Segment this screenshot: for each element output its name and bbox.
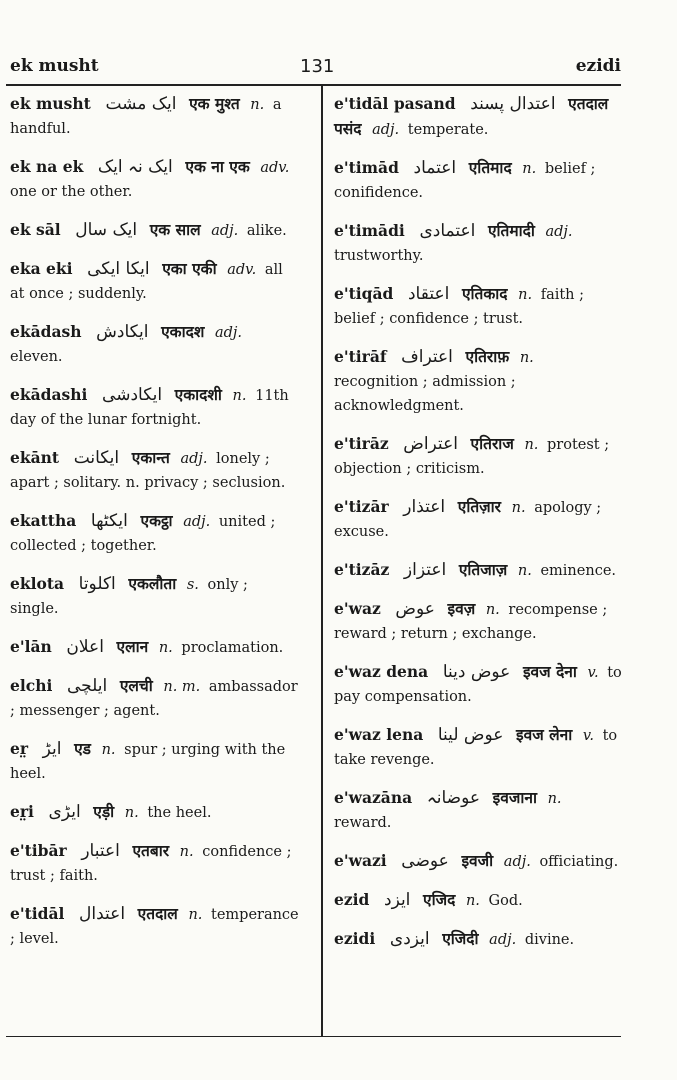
headword: ek sāl xyxy=(10,220,61,239)
dictionary-entry xyxy=(334,345,624,418)
part-of-speech: adv. xyxy=(260,160,290,176)
guide-word-right: ezidi xyxy=(575,56,621,76)
urdu-form: اعتزاز xyxy=(403,560,447,580)
definition: faith ; belief ; confidence ; trust. xyxy=(334,287,585,327)
hindi-form: एका एकी xyxy=(162,259,217,278)
urdu-form: ایکادشی xyxy=(102,385,163,405)
part-of-speech: v. xyxy=(587,665,599,681)
hindi-form: एतदाल पसंद xyxy=(334,94,609,138)
headword: e'tidāl xyxy=(10,904,65,923)
hindi-form: इवजाना xyxy=(492,788,537,807)
part-of-speech: n. xyxy=(465,893,480,909)
top-rule xyxy=(6,84,621,86)
hindi-form: एक ना एक xyxy=(185,157,250,176)
part-of-speech: n. xyxy=(158,640,173,656)
hindi-form: एतिज़ार xyxy=(457,497,502,516)
part-of-speech: n. xyxy=(519,350,534,366)
part-of-speech: adj. xyxy=(211,223,239,239)
definition: only ; single. xyxy=(10,577,248,617)
dictionary-entry xyxy=(334,927,624,952)
hindi-form: एतिजाज़ xyxy=(458,560,508,579)
dictionary-entry xyxy=(334,786,624,835)
hindi-form: एतिमाद xyxy=(468,158,512,177)
definition: apology ; excuse. xyxy=(334,500,602,540)
urdu-form: ایڑ xyxy=(42,739,62,759)
hindi-form: इवज़ xyxy=(447,599,476,618)
definition: all at once ; suddenly. xyxy=(10,262,283,302)
part-of-speech: s. xyxy=(186,577,199,593)
urdu-form: ایکا ایکی xyxy=(87,259,150,279)
hindi-form: एतबार xyxy=(132,841,170,860)
definition: belief ; conifidence. xyxy=(334,161,596,201)
dictionary-entry xyxy=(10,446,300,495)
dictionary-entry xyxy=(334,432,624,481)
dictionary-entry xyxy=(334,219,624,268)
headword: ek na ek xyxy=(10,157,84,176)
definition: temperate. xyxy=(407,122,489,138)
headword: e'wazi xyxy=(334,851,387,870)
dictionary-entry xyxy=(10,257,300,306)
left-column xyxy=(10,92,300,965)
part-of-speech: n. xyxy=(524,437,539,453)
headword: e'timādi xyxy=(334,221,405,240)
part-of-speech: n. xyxy=(101,742,116,758)
urdu-form: اعتراض xyxy=(403,434,458,454)
definition: alike. xyxy=(246,223,287,239)
urdu-form: ایلچی xyxy=(66,676,108,696)
headword: elchi xyxy=(10,676,53,695)
dictionary-entry xyxy=(334,888,624,913)
definition: officiating. xyxy=(539,854,619,870)
urdu-form: ایزدی xyxy=(389,929,430,949)
headword: eklota xyxy=(10,574,65,593)
hindi-form: एक साल xyxy=(149,220,201,239)
part-of-speech: n. xyxy=(547,791,562,807)
dictionary-entry xyxy=(10,635,300,660)
bottom-rule xyxy=(6,1036,621,1037)
definition: lonely ; apart ; solitary. n. privacy ; seclusion. xyxy=(10,451,286,491)
dictionary-entry xyxy=(10,902,300,951)
part-of-speech: adj. xyxy=(180,451,208,467)
headword: e'tibār xyxy=(10,841,67,860)
headword: e'waz xyxy=(334,599,381,618)
headword: e'waz lena xyxy=(334,725,424,744)
urdu-form: ایک سال xyxy=(75,220,138,240)
urdu-form: اعتمادی xyxy=(419,221,476,241)
headword: ek musht xyxy=(10,94,91,113)
hindi-form: इवजी xyxy=(461,851,494,870)
hindi-form: एकादश xyxy=(161,322,205,341)
dictionary-entry xyxy=(334,849,624,874)
hindi-form: एतिराज xyxy=(470,434,514,453)
dictionary-entry xyxy=(10,572,300,621)
definition: united ; collected ; together. xyxy=(10,514,276,554)
hindi-form: एतिकाद xyxy=(461,284,508,303)
definition: eminence. xyxy=(540,563,617,579)
page-number: 131 xyxy=(300,56,335,77)
dictionary-entry xyxy=(334,282,624,331)
guide-word-left: ek musht xyxy=(10,56,99,76)
hindi-form: एकट्ठा xyxy=(140,511,173,530)
dictionary-entry xyxy=(334,660,624,709)
urdu-form: عوض xyxy=(395,599,435,619)
urdu-form: عوض لینا xyxy=(437,725,504,745)
headword: ekādash xyxy=(10,322,82,341)
definition: God. xyxy=(488,893,523,909)
definition: the heel. xyxy=(147,805,212,821)
dictionary-entry xyxy=(10,155,300,204)
dictionary-entry xyxy=(10,800,300,825)
hindi-form: एड xyxy=(74,739,91,758)
part-of-speech: n. xyxy=(188,907,203,923)
definition: a handful. xyxy=(10,97,282,137)
definition: confidence ; trust ; faith. xyxy=(10,844,292,884)
part-of-speech: adj. xyxy=(503,854,531,870)
definition: ambassador ; messenger ; agent. xyxy=(10,679,298,719)
hindi-form: इवज लेना xyxy=(516,725,573,744)
headword: ezid xyxy=(334,890,370,909)
urdu-form: ایزد xyxy=(384,890,411,910)
definition: eleven. xyxy=(10,349,63,365)
part-of-speech: n. xyxy=(179,844,194,860)
hindi-form: एतदाल xyxy=(137,904,178,923)
right-column xyxy=(334,92,624,966)
hindi-form: इवज देना xyxy=(522,662,577,681)
urdu-form: اکلوتا xyxy=(78,574,116,594)
definition: recognition ; admission ; acknowledgment. xyxy=(334,374,516,414)
dictionary-entry xyxy=(10,839,300,888)
definition: to pay compensation. xyxy=(334,665,622,705)
hindi-form: एड़ी xyxy=(93,802,115,821)
urdu-form: اعتراف xyxy=(401,347,453,367)
running-head xyxy=(10,56,621,84)
hindi-form: एकलौता xyxy=(128,574,177,593)
headword: eka eki xyxy=(10,259,73,278)
headword: e'tizāz xyxy=(334,560,390,579)
part-of-speech: n. xyxy=(485,602,500,618)
part-of-speech: n. xyxy=(522,161,537,177)
part-of-speech: adj. xyxy=(183,514,211,530)
definition: recompense ; reward ; return ; exchange. xyxy=(334,602,608,642)
part-of-speech: n. xyxy=(518,287,533,303)
part-of-speech: v. xyxy=(582,728,594,744)
dictionary-entry xyxy=(334,92,624,142)
urdu-form: عوضی xyxy=(401,851,449,871)
urdu-form: اعتماد xyxy=(413,158,457,178)
part-of-speech: adj. xyxy=(489,932,517,948)
part-of-speech: adj. xyxy=(372,122,400,138)
dictionary-entry xyxy=(334,495,624,544)
hindi-form: एलची xyxy=(119,676,153,695)
hindi-form: एकान्त xyxy=(131,448,170,467)
dictionary-entry xyxy=(10,737,300,786)
headword: ezidi xyxy=(334,929,376,948)
hindi-form: एक मुश्त xyxy=(189,94,240,113)
definition: spur ; urging with the heel. xyxy=(10,742,286,782)
part-of-speech: adj. xyxy=(545,224,573,240)
urdu-form: عوض دینا xyxy=(442,662,511,682)
hindi-form: एतिराफ़ xyxy=(465,347,510,366)
urdu-form: ایکٹھا xyxy=(90,511,128,531)
urdu-form: اعتدال xyxy=(79,904,126,924)
definition: to take revenge. xyxy=(334,728,618,768)
headword: ekādashi xyxy=(10,385,88,404)
urdu-form: اعلان xyxy=(66,637,104,657)
headword: e'lān xyxy=(10,637,52,656)
urdu-form: عوضانہ xyxy=(426,788,480,808)
dictionary-entry xyxy=(10,383,300,432)
definition: protest ; objection ; criticism. xyxy=(334,437,610,477)
headword: e'tidāl pasand xyxy=(334,94,456,113)
column-divider xyxy=(321,86,323,1036)
urdu-form: اعتقاد xyxy=(407,284,450,304)
headword: e'wazāna xyxy=(334,788,413,807)
dictionary-entry xyxy=(10,92,300,141)
hindi-form: एतिमादी xyxy=(487,221,535,240)
headword: ekānt xyxy=(10,448,60,467)
part-of-speech: n. xyxy=(250,97,265,113)
urdu-form: اعتبار xyxy=(81,841,120,861)
dictionary-entry xyxy=(334,558,624,583)
hindi-form: एजिद xyxy=(423,890,456,909)
urdu-form: اعتذار xyxy=(403,497,446,517)
part-of-speech: n. xyxy=(124,805,139,821)
headword: er̤i xyxy=(10,802,34,821)
dictionary-entry xyxy=(10,509,300,558)
definition: 11th day of the lunar fortnight. xyxy=(10,388,289,428)
hindi-form: एजिदी xyxy=(442,929,479,948)
hindi-form: एलान xyxy=(116,637,149,656)
part-of-speech: n. xyxy=(232,388,247,404)
definition: one or the other. xyxy=(10,184,133,200)
headword: ekattha xyxy=(10,511,77,530)
headword: e'tirāz xyxy=(334,434,389,453)
dictionary-entry xyxy=(10,674,300,723)
dictionary-entry xyxy=(10,218,300,243)
urdu-form: اعتدال پسند xyxy=(470,94,556,114)
urdu-form: ایکانت xyxy=(73,448,120,468)
part-of-speech: adv. xyxy=(227,262,257,278)
urdu-form: ایک نہ ایک xyxy=(97,157,173,177)
definition: proclamation. xyxy=(181,640,284,656)
headword: e'tirāf xyxy=(334,347,387,366)
part-of-speech: n. xyxy=(517,563,532,579)
dictionary-entry xyxy=(334,597,624,646)
headword: e'tiqād xyxy=(334,284,394,303)
headword: e'waz dena xyxy=(334,662,429,681)
headword: e'tizār xyxy=(334,497,389,516)
definition: temperance ; level. xyxy=(10,907,299,947)
headword: e'timād xyxy=(334,158,399,177)
headword: er̤ xyxy=(10,739,29,758)
part-of-speech: adj. xyxy=(214,325,243,341)
part-of-speech: n. m. xyxy=(163,679,201,695)
definition: divine. xyxy=(524,932,575,948)
part-of-speech: n. xyxy=(511,500,526,516)
dictionary-entry xyxy=(334,723,624,772)
dictionary-entry xyxy=(334,156,624,205)
urdu-form: ایڑی xyxy=(48,802,81,822)
definition: reward. xyxy=(334,815,392,831)
hindi-form: एकादशी xyxy=(174,385,222,404)
dictionary-entry xyxy=(10,320,300,369)
definition: trustworthy. xyxy=(334,248,424,264)
urdu-form: ایکادش xyxy=(96,322,149,342)
urdu-form: ایک مشت xyxy=(105,94,177,114)
